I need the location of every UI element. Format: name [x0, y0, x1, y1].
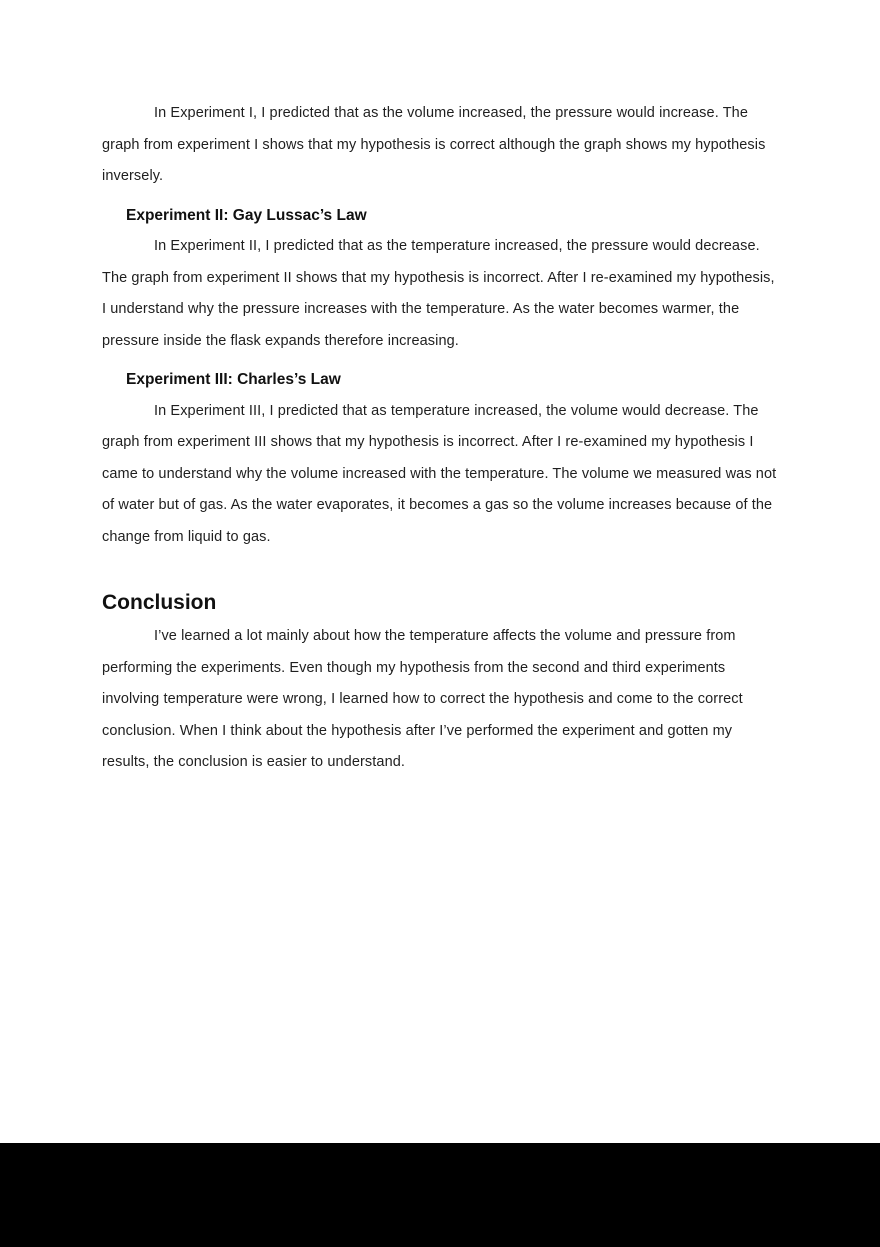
- experiment-3-heading: Experiment III: Charles’s Law: [126, 371, 341, 388]
- conclusion-paragraph: I’ve learned a lot mainly about how the temperature affects the volume and pressure from performing the experiments. Even though my hypothesis from the second and third experiments involving temperature were wrong, I learned how to correct the hypothesis and come to the correct conclusion. When I think about the hypothesis after I’ve performed the experiment and gotten my results, the conclusion is easier to understand.: [102, 628, 743, 770]
- conclusion-heading: Conclusion: [102, 591, 217, 614]
- bottom-black-bar: [0, 1143, 880, 1247]
- document-body: [102, 98, 780, 779]
- experiment-3-discussion-paragraph: In Experiment III, I predicted that as temperature increased, the volume would decrease. The graph from experiment III shows that my hypothesis is incorrect. After I re-examined my hypothesis I came to understand why the volume increased with the temperature. The volume we measured was not of water but of gas. As the water evaporates, it becomes a gas so the volume increases because of the change from liquid to gas.: [102, 402, 777, 545]
- experiment-2-heading: Experiment II: Gay Lussac’s Law: [126, 206, 367, 224]
- experiment-2-discussion-paragraph: In Experiment II, I predicted that as the temperature increased, the pressure would decrease. The graph from experiment II shows that my hypothesis is incorrect. After I re-examined my hypothesis, I understand why the pressure increases with the temperature. As the water becomes warmer, the pressure inside the flask expands therefore increasing.: [102, 238, 775, 349]
- experiment-1-discussion-paragraph: In Experiment I, I predicted that as the volume increased, the pressure would increase. The graph from experiment I shows that my hypothesis is correct although the graph shows my hypothesis inversely.: [102, 105, 766, 184]
